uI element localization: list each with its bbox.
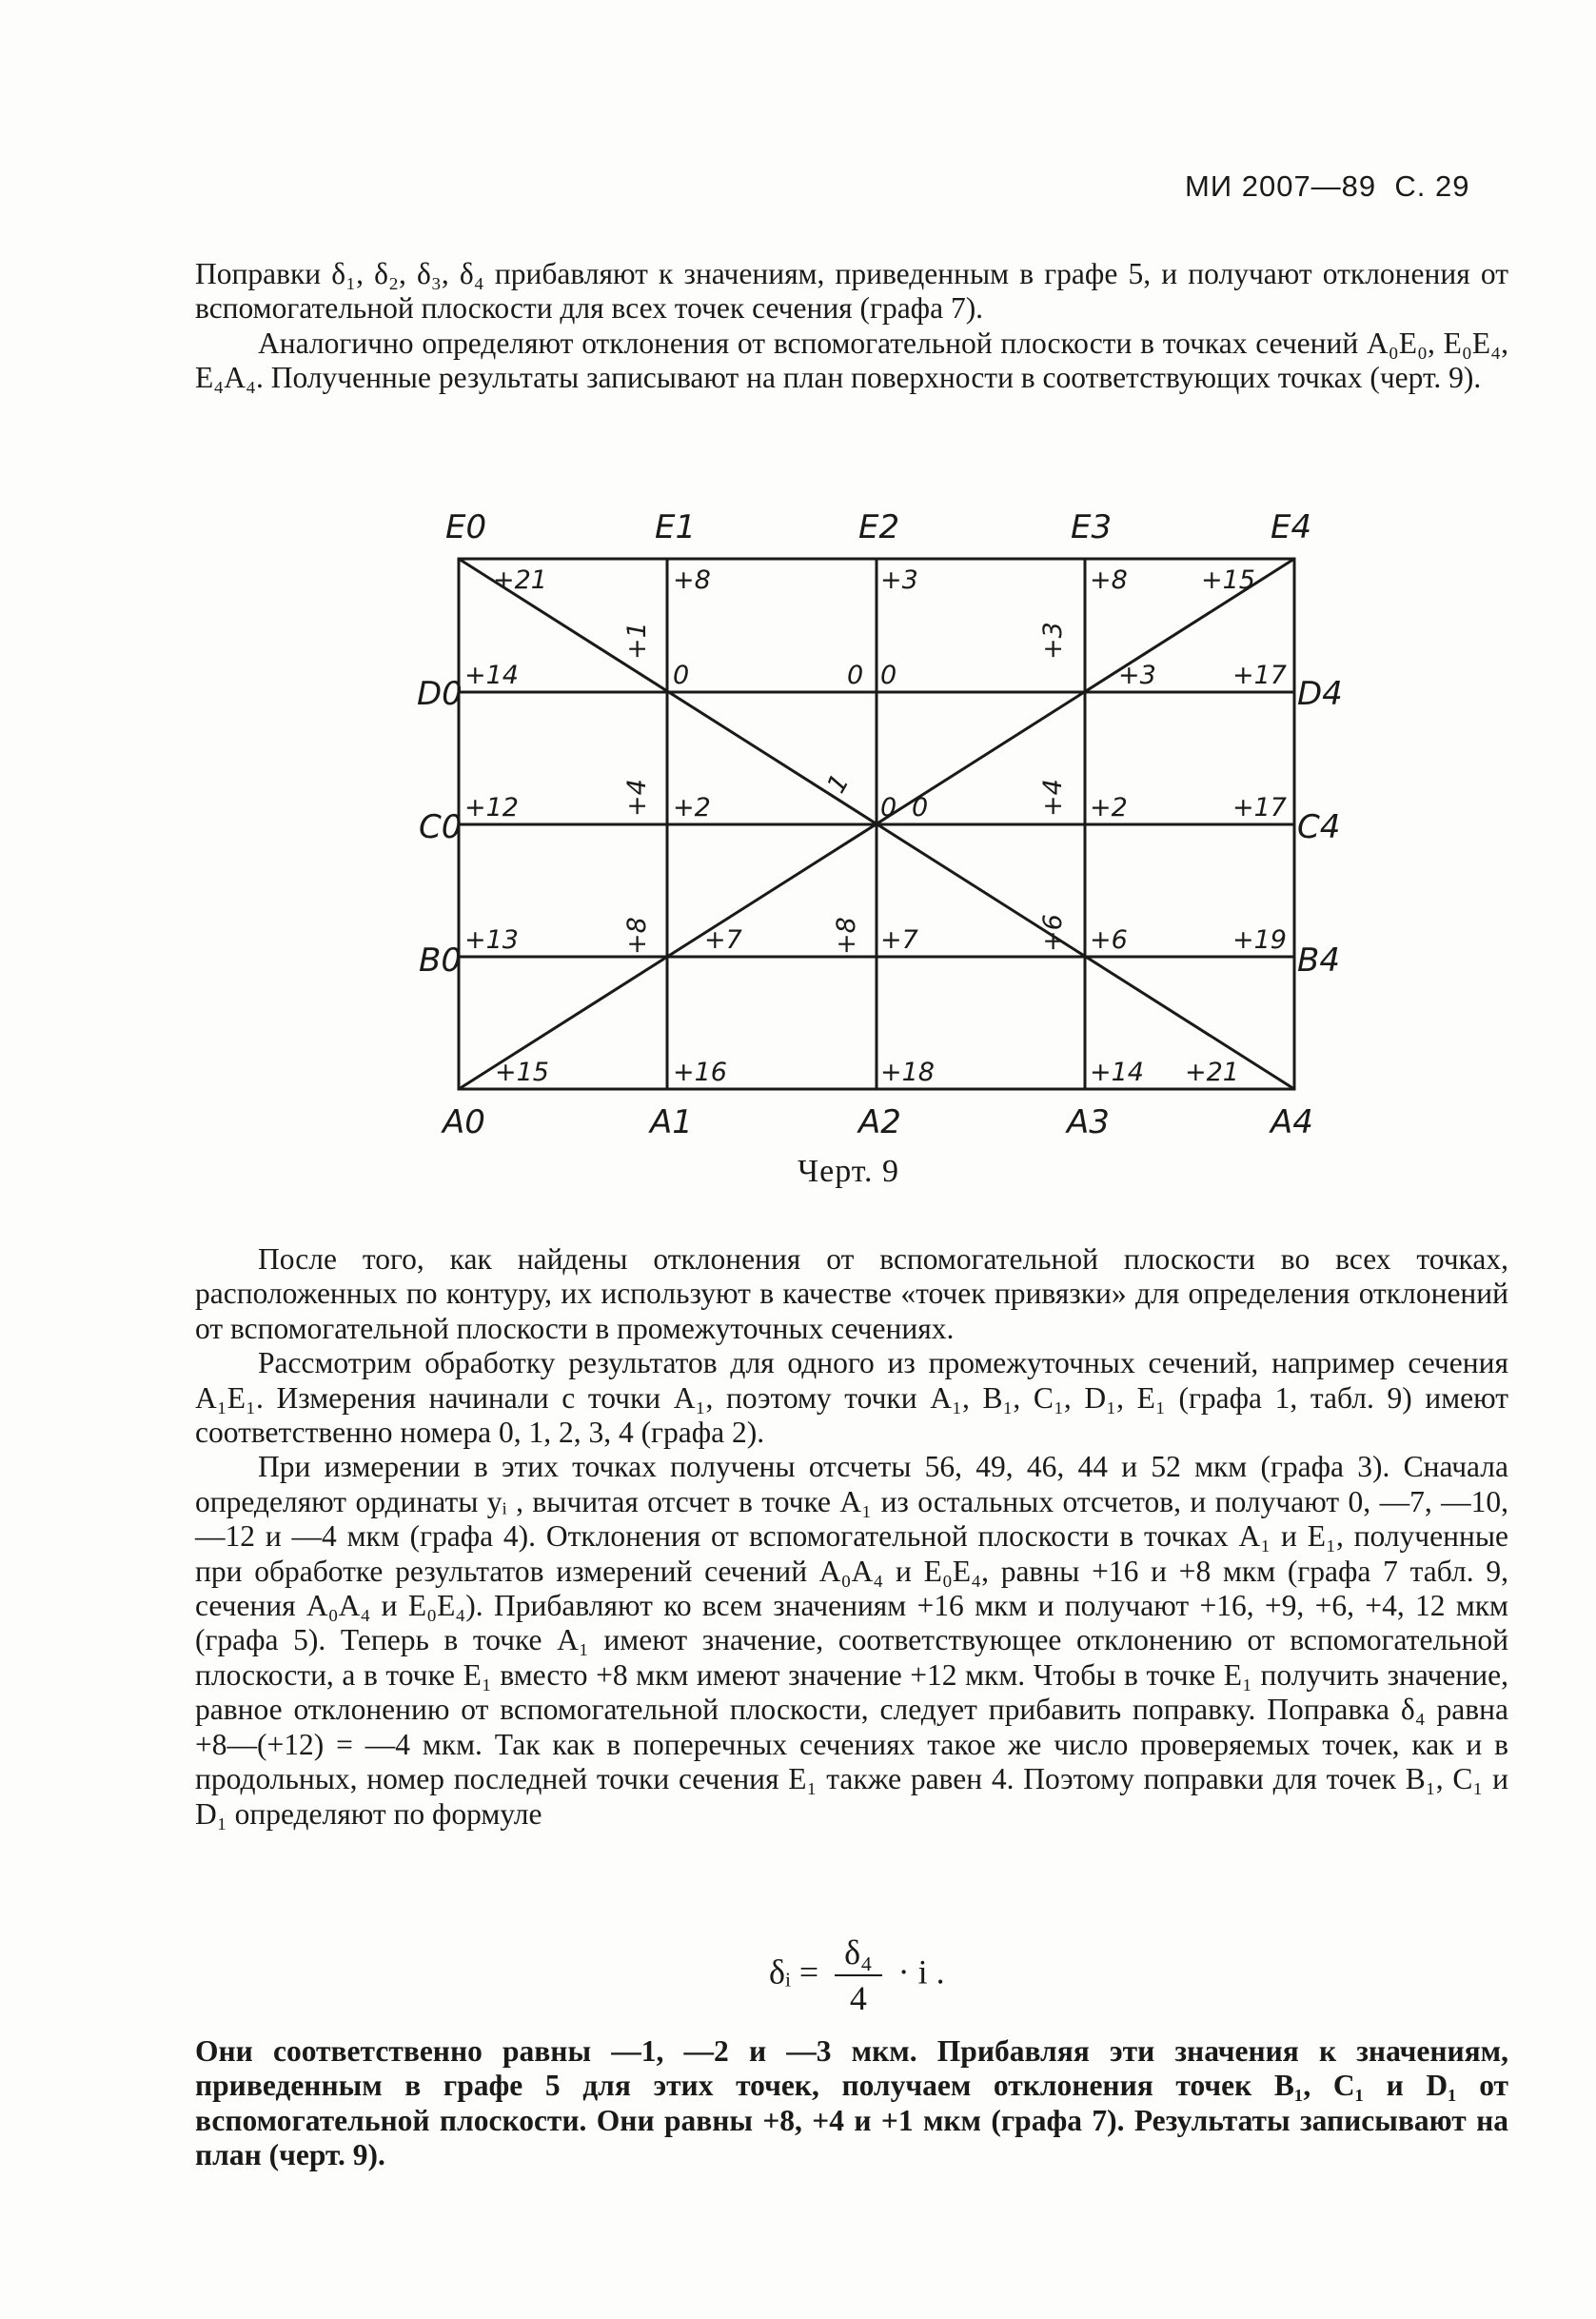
value-a0: +15 — [495, 1058, 549, 1087]
formula-fraction — [835, 1932, 882, 2018]
formula-numerator: δ₄ — [835, 1932, 882, 1976]
value-d4: +17 — [1232, 661, 1287, 690]
value-b2: +7 — [880, 925, 918, 955]
paragraph-1: Поправки δ₁, δ₂, δ₃, δ₄ прибавляют к значениям, приведенным в графе 5, и получают отклонения от вспомогательной плоскости для всех точек сечения (графа 7). — [195, 257, 1508, 326]
value-vertical-b2: +8 — [832, 917, 861, 955]
value-vertical-c2: 1 — [821, 769, 856, 799]
label-a0: A0 — [443, 1103, 485, 1141]
value-a1: +16 — [673, 1058, 727, 1087]
value-a4: +21 — [1185, 1058, 1239, 1087]
label-e2: E2 — [858, 508, 900, 546]
value-e1: +8 — [673, 565, 711, 595]
label-a1: A1 — [650, 1103, 693, 1141]
value-b0: +13 — [464, 925, 519, 955]
value-c1: +2 — [673, 793, 711, 823]
value-vertical-d1: +1 — [622, 622, 652, 660]
top-text — [195, 257, 1508, 396]
formula-rhs: · i . — [897, 1952, 945, 1992]
value-e3: +8 — [1090, 565, 1128, 595]
label-e4: E4 — [1271, 508, 1312, 546]
value-c2-right: 0 — [912, 793, 929, 823]
label-d0: D0 — [417, 675, 463, 713]
value-e2: +3 — [880, 565, 918, 595]
value-c3: +2 — [1090, 793, 1128, 823]
value-d3: +3 — [1118, 661, 1156, 690]
label-e1: E1 — [655, 508, 697, 546]
value-d2-left: 0 — [847, 661, 864, 690]
label-b0: B0 — [419, 941, 462, 980]
label-a2: A2 — [858, 1103, 901, 1141]
figure-9-surface-plan — [0, 495, 1596, 1161]
value-vertical-c3: +4 — [1038, 779, 1068, 817]
formula-lhs: δᵢ = — [769, 1952, 819, 1992]
value-a3: +14 — [1090, 1058, 1144, 1087]
value-b1: +7 — [704, 925, 742, 955]
paragraph-6: Они соответственно равны —1, —2 и —3 мкм. Прибавляя эти значения к значениям, приведенным в графе 5 для этих точек, получаем отклонения точек B₁, C₁ и D₁ от вспомогательной плоскости. Они равны +8, +4 и +1 мкм (графа 7). Результаты записывают на план (черт. 9). — [195, 2034, 1508, 2172]
label-a4: A4 — [1271, 1103, 1313, 1141]
label-e0: E0 — [445, 508, 487, 546]
value-b4: +19 — [1232, 925, 1287, 955]
value-vertical-d3: +3 — [1038, 622, 1068, 660]
value-vertical-b3: +6 — [1038, 914, 1068, 952]
value-vertical-b1: +8 — [622, 917, 652, 955]
page-number: С. 29 — [1394, 169, 1470, 203]
page-header — [1185, 169, 1470, 204]
value-e4: +15 — [1201, 565, 1255, 595]
paragraph-5: При измерении в этих точках получены отсчеты 56, 49, 46, 44 и 52 мкм (графа 3). Сначала определяют ординаты yᵢ , вычитая отсчет в точке A₁ из остальных отсчетов, и получают 0, —7, —10, —12 и —4 мкм (графа 4). Отклонения от вспомогательной плоскости в точках A₁ и E₁, полученные при обработке результатов измерений сечений A₀A₄ и E₀E₄, равны +16 и +8 мкм (графа 7 табл. 9, сечения A₀A₄ и E₀E₄). Прибавляют ко всем значениям +16 мкм и получают +16, +9, +6, +4, 12 мкм (графа 5). Теперь в точке A₁ имеют значение, соответствующее отклонению от вспомогательной плоскости, а в точке E₁ вместо +8 мкм имеют значение +12 мкм. Чтобы в точке E₁ получить значение, равное отклонению от вспомогательной плоскости, следует прибавить поправку. Поправка δ₄ равна +8—(+12) = —4 мкм. Так как в поперечных сечениях такое же число проверяемых точек, как и в продольных, номер последней точки сечения E₁ также равен 4. Поэтому поправки для точек B₁, C₁ и D₁ определяют по формуле — [195, 1450, 1508, 1831]
paragraph-4: Рассмотрим обработку результатов для одного из промежуточных сечений, например сечения A₁E₁. Измерения начинали с точки A₁, поэтому точки A₁, B₁, C₁, D₁, E₁ (графа 1, табл. 9) имеют соответственно номера 0, 1, 2, 3, 4 (графа 2). — [195, 1346, 1508, 1450]
value-c2-left: 0 — [880, 793, 897, 823]
formula — [769, 1932, 945, 2018]
value-e0: +21 — [493, 565, 547, 595]
paragraph-3: После того, как найдены отклонения от вспомогательной плоскости во всех точках, расположенных по контуру, их используют в качестве «точек привязки» для определения отклонений от вспомогательной плоскости в промежуточных сечениях. — [195, 1242, 1508, 1345]
label-d4: D4 — [1297, 675, 1343, 713]
label-e3: E3 — [1071, 508, 1113, 546]
bottom-text — [195, 1242, 1508, 1832]
figure-caption: Черт. 9 — [798, 1154, 900, 1189]
label-c0: C0 — [419, 808, 463, 846]
final-text — [195, 2034, 1508, 2173]
document-id: МИ 2007—89 — [1185, 169, 1377, 203]
value-c4: +17 — [1232, 793, 1287, 823]
label-c4: C4 — [1297, 808, 1341, 846]
value-d2-right: 0 — [880, 661, 897, 690]
label-a3: A3 — [1067, 1103, 1110, 1141]
value-c0: +12 — [464, 793, 519, 823]
value-d1: 0 — [673, 661, 690, 690]
label-b4: B4 — [1297, 941, 1340, 980]
value-d0: +14 — [464, 661, 519, 690]
value-vertical-c1: +4 — [622, 779, 652, 817]
paragraph-2: Аналогично определяют отклонения от вспомогательной плоскости в точках сечений A₀E₀, E₀E₄, E₄A₄. Полученные результаты записывают на план поверхности в соответствующих точках (черт. 9). — [195, 326, 1508, 395]
formula-denominator: 4 — [849, 1979, 867, 2017]
value-a2: +18 — [880, 1058, 935, 1087]
value-b3: +6 — [1090, 925, 1128, 955]
